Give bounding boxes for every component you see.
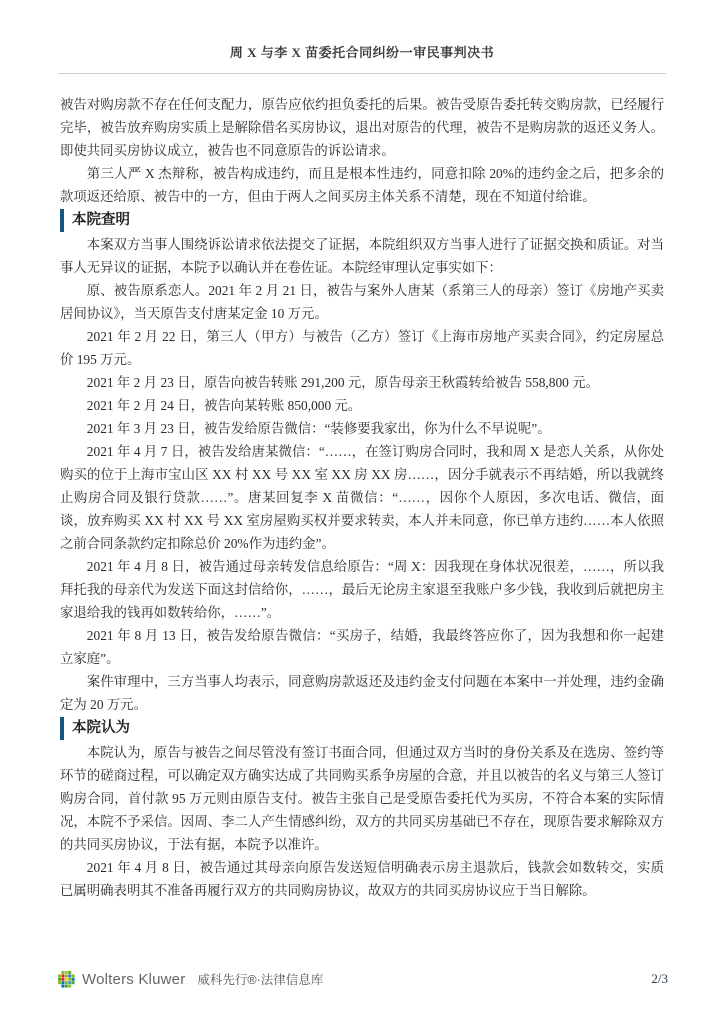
paragraph: 2021 年 2 月 22 日，第三人（甲方）与被告（乙方）签订《上海市房地产买卖合同》，约定房屋总价 195 万元。 <box>60 329 664 367</box>
paragraph: 本案双方当事人围绕诉讼请求依法提交了证据，本院组织双方当事人进行了证据交换和质证。对当事人无异议的证据，本院予以确认并在卷佐证。本院经审理认定事实如下： <box>60 237 664 275</box>
paragraph: 案件审理中，三方当事人均表示，同意购房款返还及违约金支付问题在本案中一并处理，违约金确定为 20 万元。 <box>60 674 664 712</box>
product-name: 威科先行®·法律信息库 <box>197 973 324 987</box>
paragraph: 2021 年 3 月 23 日，被告发给原告微信：“装修要我家出，你为什么不早说呢”。 <box>86 421 551 436</box>
document-title: 周 X 与李 X 苗委托合同纠纷一审民事判决书 <box>229 45 495 60</box>
page-number: 2/3 <box>651 971 668 986</box>
section-header: 本院查明 <box>60 209 664 232</box>
paragraph: 2021 年 2 月 24 日，被告向某转账 850,000 元。 <box>86 398 362 413</box>
wolters-kluwer-logo-icon <box>58 971 75 988</box>
paragraph: 2021 年 2 月 23 日，原告向被告转账 291,200 元，原告母亲王秋霞转给被告 558,800 元。 <box>86 375 599 390</box>
paragraph: 本院认为，原告与被告之间尽管没有签订书面合同，但通过双方当时的身份关系及在选房、签约等环节的磋商过程，可以确定双方确实达成了共同购买系争房屋的合意，并且以被告的名义与第三人签订购房合同，首付款 95 万元则由原告支付。被告主张自己是受原告委托代为买房，不符合本案的实际情况，本院不予采信。因周、李二人产生情感纠纷，双方的共同买房基础已不存在，现原告要求解除双方的共同买房协议，于法有据，本院予以准许。 <box>60 745 664 852</box>
paragraph: 被告对购房款不存在任何支配力，原告应依约担负委托的后果。被告受原告委托转交购房款，已经履行完毕，被告放弃购房实质上是解除借名买房协议，退出对原告的代理，被告不是购房款的返还义务人。即使共同买房协议成立，被告也不同意原告的诉讼请求。 <box>60 97 664 158</box>
header-divider <box>58 73 666 74</box>
document-body <box>60 93 664 902</box>
paragraph: 2021 年 4 月 7 日，被告发给唐某微信：“……，在签订购房合同时，我和周 X 是恋人关系，从你处购买的位于上海市宝山区 XX 村 XX 号 XX 室 XX 房 XX 房……，因分手就表示不再结婚，所以我就终止购房合同及银行贷款……”。唐某回复李 X 苗微信：“……，因你个人原因，多次电话、微信，面谈，放弃购买 XX 村 XX 号 XX 室房屋购买权并要求转卖，本人并未同意，你已单方违约……本人依照之前合同条款约定扣除总价 20%作为违约金”。 <box>60 444 664 551</box>
paragraph: 第三人严 X 杰辩称，被告构成违约，而且是根本性违约，同意扣除 20%的违约金之后，把多余的款项返还给原、被告中的一方，但由于两人之间买房主体关系不清楚，现在不知道付给谁。 <box>60 166 664 204</box>
document-header <box>0 0 724 74</box>
brand-name: Wolters Kluwer <box>82 970 186 988</box>
paragraph: 2021 年 8 月 13 日，被告发给原告微信：“买房子，结婚，我最终答应你了，因为我想和你一起建立家庭”。 <box>60 628 664 666</box>
paragraph: 2021 年 4 月 8 日，被告通过其母亲向原告发送短信明确表示房主退款后，钱款会如数转交，实质已属明确表明其不准备再履行双方的共同购房协议，故双方的共同买房协议应于当日解除。 <box>60 860 664 898</box>
document-footer <box>58 970 668 988</box>
paragraph: 2021 年 4 月 8 日，被告通过母亲转发信息给原告：“周 X：因我现在身体状况很差，……，所以我拜托我的母亲代为发送下面这封信给你，……，最后无论房主家退至我账户多少钱，我收到后就把房主家退给我的钱再如数转给你，……”。 <box>60 559 664 620</box>
paragraph: 原、被告原系恋人。2021 年 2 月 21 日，被告与案外人唐某（系第三人的母亲）签订《房地产买卖居间协议》，当天原告支付唐某定金 10 万元。 <box>60 283 664 321</box>
section-header: 本院认为 <box>60 717 664 740</box>
footer-brand <box>58 970 323 988</box>
